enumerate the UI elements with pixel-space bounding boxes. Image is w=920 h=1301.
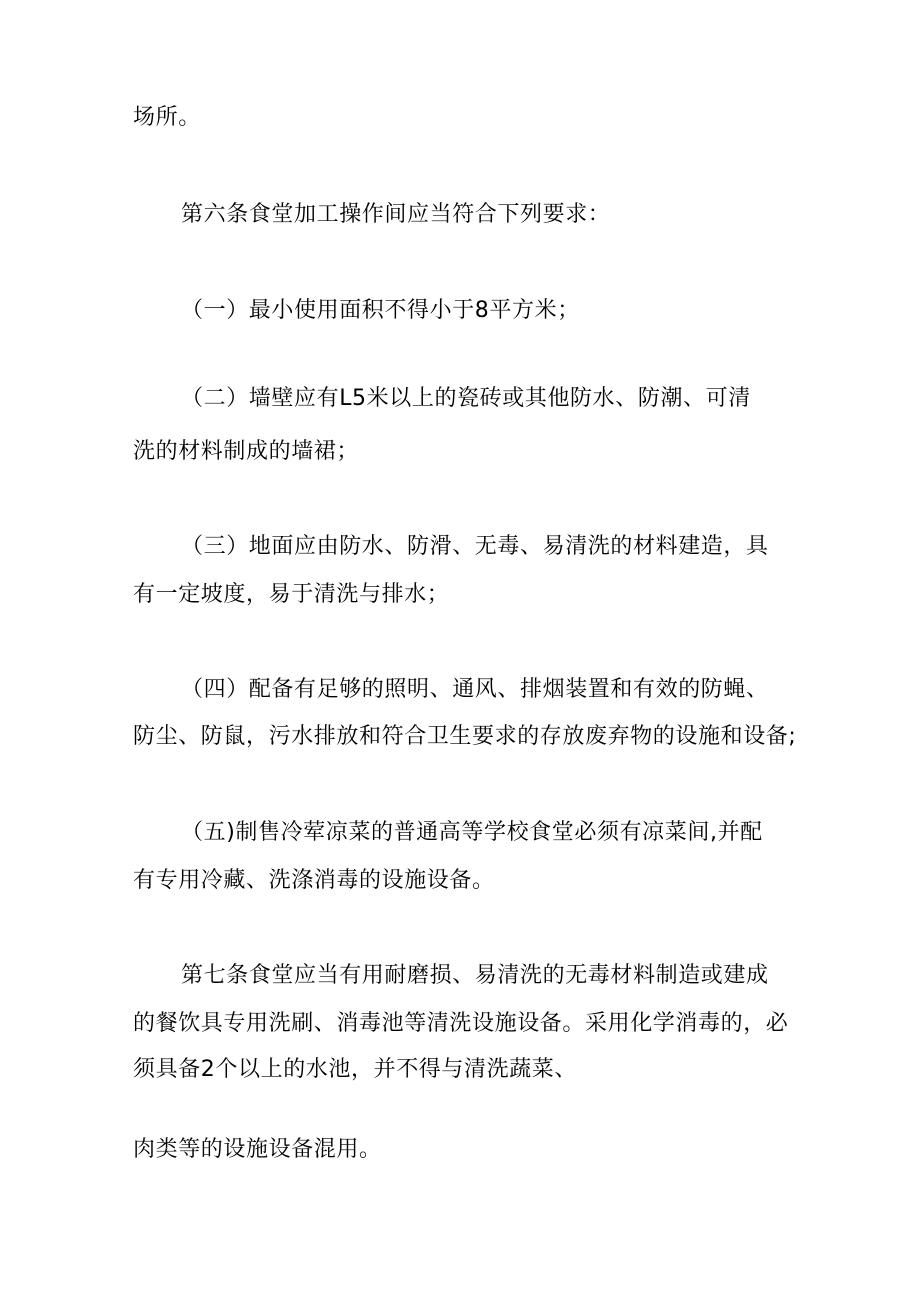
article-7-line-continued: 的餐饮具专用洗刷、消毒池等清洗设施设备。采用化学消毒的，必 (133, 1011, 789, 1036)
item-5-line-continued: 有专用冷藏、洗涤消毒的设施设备。 (133, 868, 495, 893)
item-2-line: （二）墙壁应有L5米以上的瓷砖或其他防水、防潮、可清 (181, 386, 751, 411)
item-5-line: （五)制售冷荤凉菜的普通高等学校食堂必须有凉菜间,并配 (181, 820, 763, 845)
item-4-line: （四）配备有足够的照明、通风、排烟装置和有效的防蝇、 (181, 677, 769, 702)
paragraph-line: 场所。 (133, 105, 201, 130)
item-2-line-continued: 洗的材料制成的墙裙； (133, 439, 360, 464)
article-7-line-final: 肉类等的设施设备混用。 (133, 1137, 382, 1162)
article-7-line-continued: 须具备2个以上的水池，并不得与清洗蔬菜、 (133, 1057, 577, 1082)
item-1-line: （一）最小使用面积不得小于8平方米； (181, 298, 580, 323)
item-3-line: （三）地面应由防水、防滑、无毒、易清洗的材料建造，具 (181, 534, 769, 559)
article-6-heading: 第六条食堂加工操作间应当符合下列要求： (181, 202, 611, 227)
item-4-line-continued: 防尘、防鼠，污水排放和符合卫生要求的存放废弃物的设施和设备; (133, 724, 797, 749)
article-7-line: 第七条食堂应当有用耐磨损、易清洗的无毒材料制造或建成 (181, 963, 769, 988)
item-3-line-continued: 有一定坡度，易于清洗与排水； (133, 582, 450, 607)
